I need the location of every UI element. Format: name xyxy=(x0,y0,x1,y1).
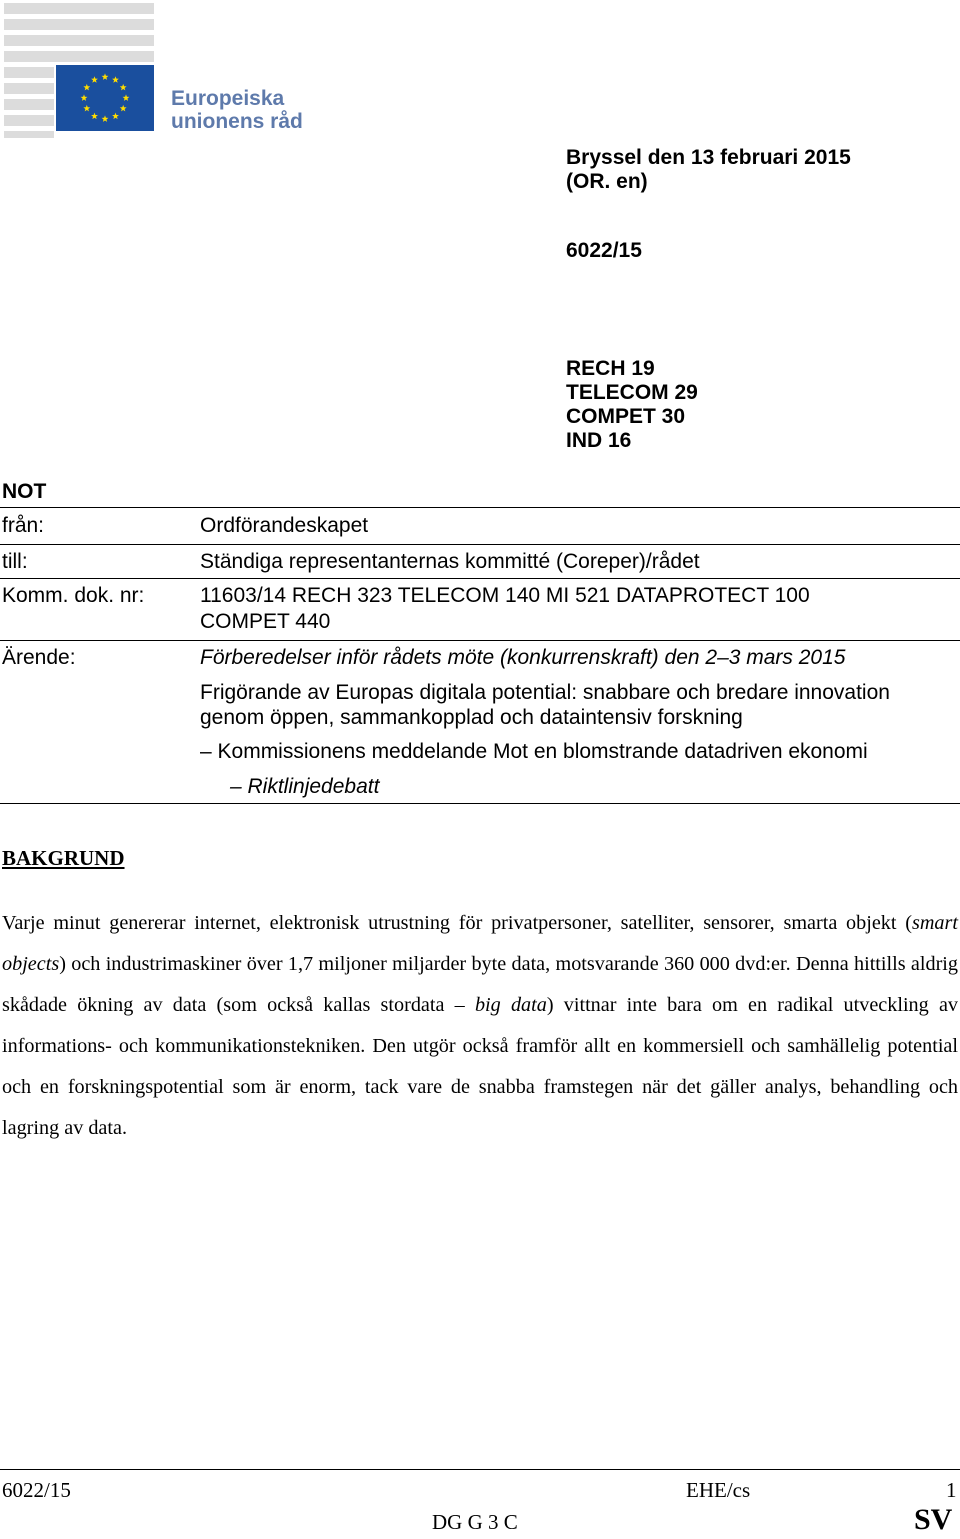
code-item: COMPET 30 xyxy=(566,405,686,428)
subject-line1: Förberedelser inför rådets möte (konkurrenskraft) den 2–3 mars 2015 xyxy=(200,646,846,669)
organisation-name xyxy=(171,87,303,133)
divider xyxy=(0,544,960,545)
footer-page-number: 1 xyxy=(946,1478,957,1502)
komm-value-line1: 11603/14 RECH 323 TELECOM 140 MI 521 DATAPROTECT 100 xyxy=(200,584,810,607)
footer-initials: EHE/cs xyxy=(686,1478,751,1502)
code-item: RECH 19 xyxy=(566,357,655,380)
divider xyxy=(0,578,960,579)
divider xyxy=(0,640,960,641)
body-text-part1: Varje minut genererar internet, elektronisk utrustning för privatpersoner, satelliter, sensorer, smarta objekt ( xyxy=(2,912,912,934)
divider xyxy=(0,507,960,508)
subject-line3: genom öppen, sammankopplad och dataintensiv forskning xyxy=(200,706,743,729)
komm-label: Komm. dok. nr: xyxy=(2,584,145,607)
org-name-line2: unionens råd xyxy=(171,110,303,133)
divider xyxy=(0,803,960,804)
interinstitutional-codes xyxy=(566,357,698,453)
body-text-italic2: big data xyxy=(474,994,547,1016)
document-number: 6022/15 xyxy=(566,239,642,262)
section-heading: BAKGRUND xyxy=(2,846,125,870)
note-type: NOT xyxy=(2,480,47,503)
to-value: Ständiga representanternas kommitté (Coreper)/rådet xyxy=(200,550,700,573)
org-name-line1: Europeiska xyxy=(171,87,285,110)
footer-divider xyxy=(0,1469,960,1470)
body-text-italic1: smart objects xyxy=(2,912,958,975)
subject-line5: – Riktlinjedebatt xyxy=(230,775,380,798)
komm-value-line2: COMPET 440 xyxy=(200,610,331,633)
body-paragraph xyxy=(2,903,958,1149)
subject-label: Ärende: xyxy=(2,646,76,669)
subject-line2: Frigörande av Europas digitala potential: snabbare och bredare innovation xyxy=(200,681,890,704)
place-date: Bryssel den 13 februari 2015 xyxy=(566,146,851,169)
footer-language: SV xyxy=(914,1503,953,1536)
code-item: TELECOM 29 xyxy=(566,381,698,404)
from-label: från: xyxy=(2,514,45,537)
footer-doc-number: 6022/15 xyxy=(2,1478,71,1502)
body-text-part2: ) och industrimaskiner över 1,7 miljoner miljarder byte data, motsvarande 360 000 dvd:er. Denna hittills aldrig skådade ökning av data (som också kallas stordata – xyxy=(2,953,958,1016)
footer-dg: DG G 3 C xyxy=(432,1510,518,1534)
code-item: IND 16 xyxy=(566,429,632,452)
to-label: till: xyxy=(2,550,28,573)
original-language: (OR. en) xyxy=(566,170,648,193)
subject-line4: – Kommissionens meddelande Mot en blomstrande datadriven ekonomi xyxy=(200,740,868,763)
from-value: Ordförandeskapet xyxy=(200,514,369,537)
body-text-part3: ) vittnar inte bara om en radikal utveckling av informations- och kommunikationstekniken. Den utgör också framför allt en kommersiell och samhällelig potential och en forskningspotential som är enorm, tack vare de snabba framstegen när det gäller analys, behandling och lagring av data. xyxy=(2,994,958,1139)
